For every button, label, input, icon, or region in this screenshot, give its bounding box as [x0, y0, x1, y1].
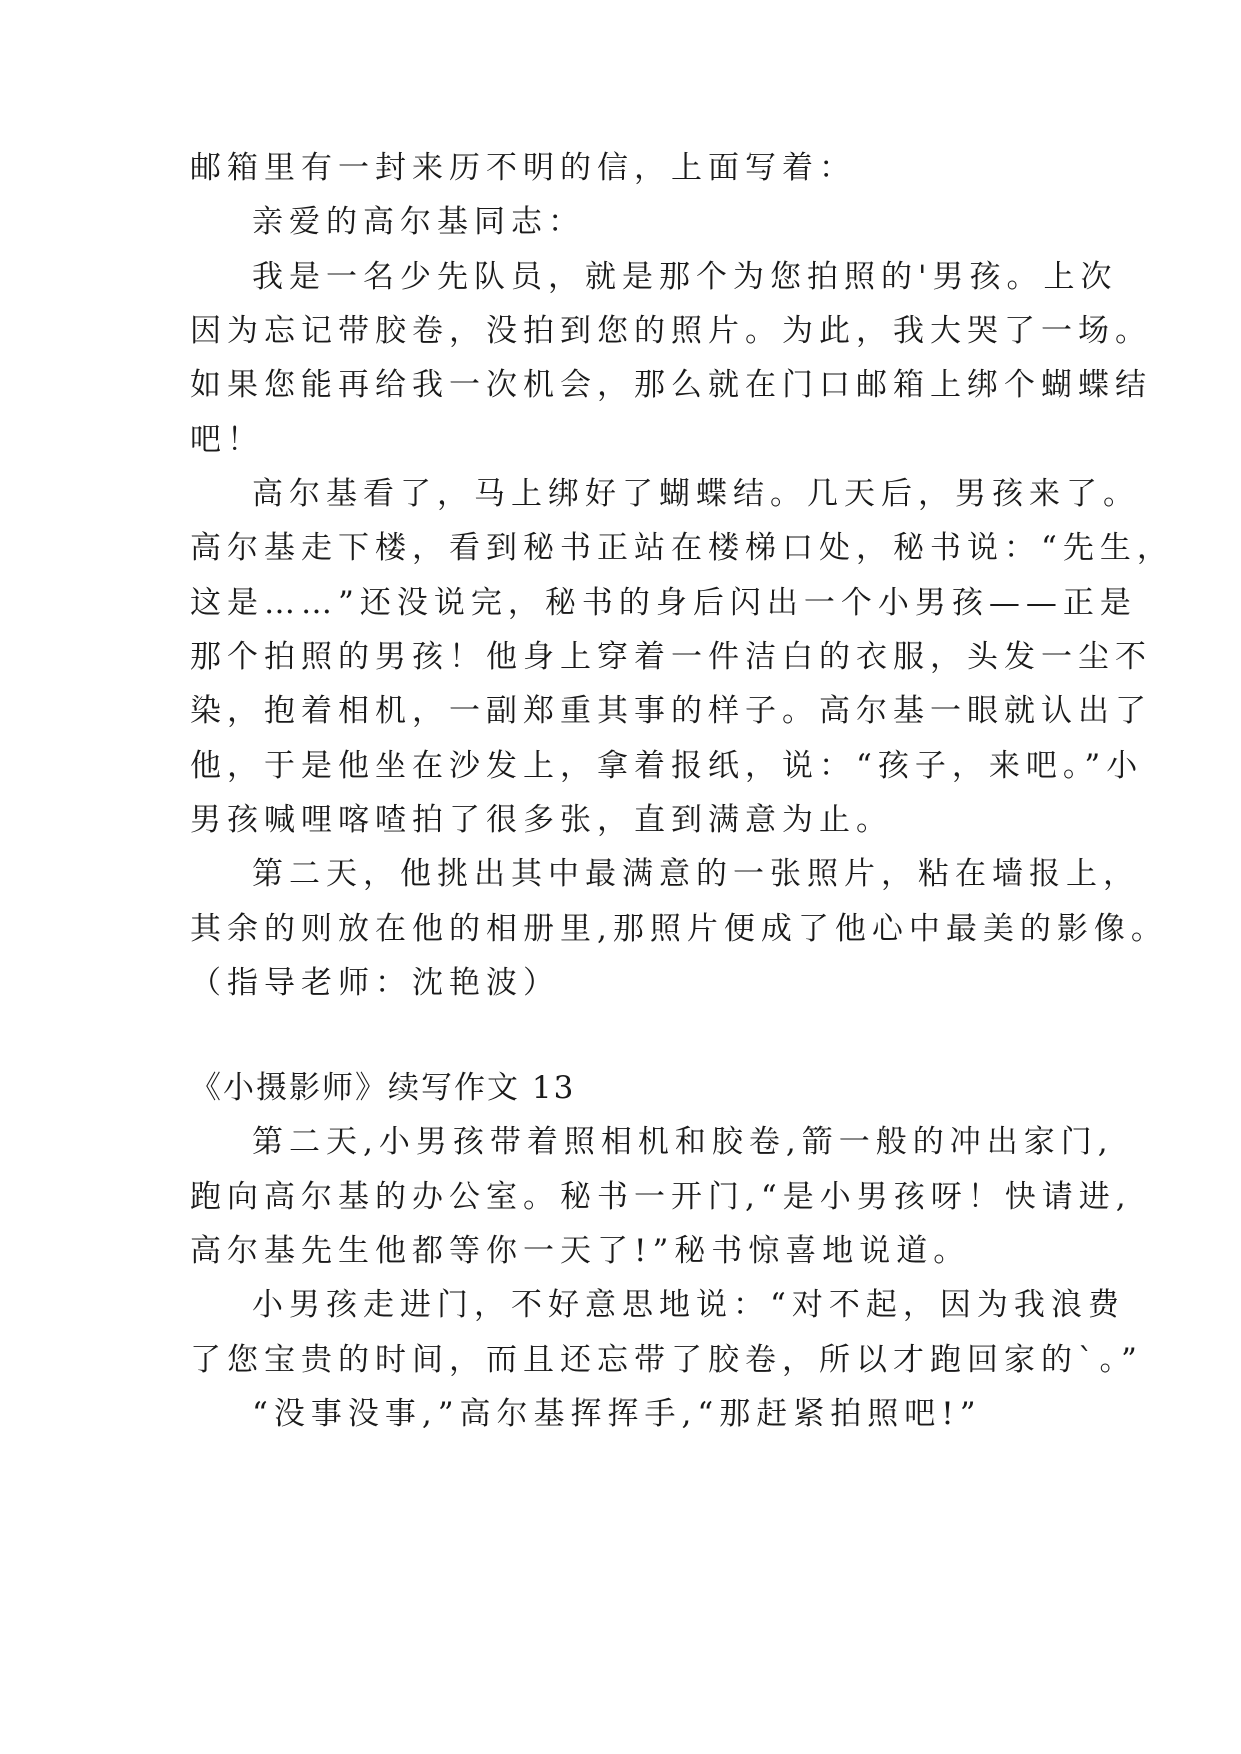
text-line: 因为忘记带胶卷，没拍到您的照片。为此，我大哭了一场。 [190, 313, 1152, 349]
text-line: 染，抱着相机，一副郑重其事的样子。高尔基一眼就认出了 [190, 693, 1152, 729]
text-line: 邮箱里有一封来历不明的信，上面写着： [190, 150, 856, 186]
text-line: 高尔基走下楼，看到秘书正站在楼梯口处，秘书说：“先生， [190, 530, 1174, 566]
text-line: 这是……”还没说完，秘书的身后闪出一个小男孩——正是 [190, 585, 1137, 621]
essay-title: 《小摄影师》续写作文 13 [190, 1070, 576, 1106]
text-line: 高尔基先生他都等你一天了!”秘书惊喜地说道。 [190, 1233, 971, 1269]
text-line: 我是一名少先队员，就是那个为您拍照的'男孩。上次 [252, 259, 1118, 295]
text-line: 第二天，他挑出其中最满意的一张照片，粘在墙报上， [252, 856, 1140, 892]
text-line: 那个拍照的男孩！他身上穿着一件洁白的衣服，头发一尘不 [190, 639, 1152, 675]
text-line: 如果您能再给我一次机会，那么就在门口邮箱上绑个蝴蝶结 [190, 367, 1152, 403]
text-line: 了您宝贵的时间，而且还忘带了胶卷，所以才跑回家的`。” [190, 1342, 1143, 1378]
text-line: 跑向高尔基的办公室。秘书一开门,“是小男孩呀！快请进, [190, 1179, 1132, 1215]
text-line: 他，于是他坐在沙发上，拿着报纸，说：“孩子，来吧。”小 [190, 748, 1144, 784]
text-line: 第二天,小男孩带着照相机和胶卷,箭一般的冲出家门, [252, 1124, 1114, 1160]
teacher-credit: （指导老师：沈艳波） [190, 965, 560, 1001]
text-line: 小男孩走进门，不好意思地说：“对不起，因为我浪费 [252, 1287, 1125, 1323]
text-line: 高尔基看了，马上绑好了蝴蝶结。几天后，男孩来了。 [252, 476, 1140, 512]
text-line: 其余的则放在他的相册里,那照片便成了他心中最美的影像。 [190, 911, 1168, 947]
letter-salutation: 亲爱的高尔基同志： [252, 204, 585, 240]
text-line: “没事没事,”高尔基挥挥手,“那赶紧拍照吧!” [252, 1396, 982, 1432]
text-line: 吧！ [190, 422, 264, 458]
text-line: 男孩喊哩喀喳拍了很多张，直到满意为止。 [190, 802, 893, 838]
